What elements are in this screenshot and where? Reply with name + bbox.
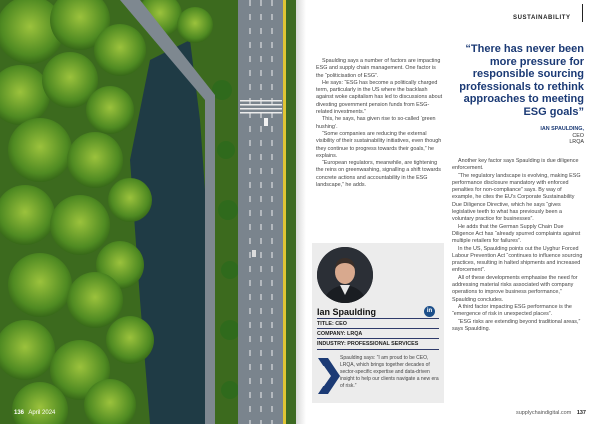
page-footer-right — [516, 410, 586, 416]
paragraph: “ESG risks are extending beyond traditional areas,” says Spaulding. — [452, 318, 581, 332]
article-column-right — [452, 158, 584, 333]
page-number-left: 136 — [14, 410, 25, 416]
footer-site[interactable]: supplychaindigital.com — [515, 410, 572, 416]
paragraph: He adds that the German Supply Chain Due Diligence Act has “already spurred complaints against multiple retailers for failures”. — [452, 223, 581, 245]
page-number-right: 137 — [576, 410, 586, 416]
attribution-name: IAN SPAULDING, — [540, 126, 584, 132]
paragraph: “European regulators, meanwhile, are tightening the reins on greenwashing, signalling a shift towards concrete actions and accountability in the ESG landscape,” he adds. — [316, 160, 441, 189]
profile-industry-row — [317, 338, 439, 350]
chevron-decoration-icon — [316, 356, 342, 396]
section-label: SUSTAINABILITY — [513, 15, 571, 21]
paragraph: “The regulatory landscape is evolving, making ESG performance disclosure mandatory with enforced penalties for non-compliance” says. By way of example, he cites the EU’s Corporate Sustainability Due Diligence Directive, which he says “gives legislative teeth to what has previously been a voluntary practice for businesses”. — [452, 172, 581, 223]
linkedin-icon[interactable]: in — [424, 306, 435, 317]
attribution-company: LRQA — [569, 139, 584, 146]
attribution-title: CEO — [572, 132, 584, 139]
paragraph: “Some companies are reducing the external visibility of their sustainability initiatives, even though they continue to progress towards their goals,” he explains. — [316, 130, 442, 159]
profile-quote: Spaulding says: “I am proud to be CEO, LRQA, which brings together decades of sector-specific expertise and data-driven insight to help our clients navigate a new era of risk.” — [340, 355, 439, 389]
profile-company-label: COMPANY: — [317, 331, 346, 337]
avatar — [317, 247, 373, 303]
profile-industry-label: INDUSTRY: — [317, 341, 346, 347]
paragraph: Another key factor says Spaulding is due diligence enforcement. — [452, 158, 579, 172]
pull-quote-attribution — [500, 126, 584, 146]
section-divider — [582, 4, 583, 22]
profile-industry-value: PROFESSIONAL SERVICES — [347, 341, 419, 347]
pull-quote: “There has never been more pressure for responsible sourcing professionals to rethink approaches to meeting ESG goals” — [459, 43, 584, 118]
profile-title-label: TITLE: — [317, 321, 334, 327]
page-gutter — [296, 0, 306, 424]
paragraph: In the US, Spaulding points out the Uyghur Forced Labour Prevention Act “continues to influence sourcing practices, resulting in halted shipments and increased enforcement”. — [452, 245, 583, 274]
profile-card — [312, 243, 444, 403]
profile-name: Ian Spaulding — [317, 307, 377, 317]
paragraph: All of these developments emphasise the need for addressing material risks associated with company operations to improve business performance,” Spaulding concludes. — [452, 274, 578, 303]
profile-title-row — [317, 318, 439, 327]
paragraph: This, he says, has given rise to so-called ‘green hushing’. — [316, 116, 436, 130]
paragraph: He says: “ESG has become a politically charged term, particularly in the US where the backlash against woke capitalism has led to discussions about divesting government pension funds from ESG-related investments.” — [316, 79, 443, 116]
article-column-middle — [316, 58, 444, 189]
profile-company-value: LRQA — [347, 331, 363, 337]
profile-title-value: CEO — [335, 321, 347, 327]
page-footer-left — [14, 410, 55, 416]
paragraph: Spaulding says a number of factors are impacting ESG and supply chain management. One factor is the “politicisation of ESG”. — [316, 58, 441, 79]
paragraph: A third factor impacting ESG performance is the “emergence of risk in unexpected places”. — [452, 303, 572, 318]
issue-date: April 2024 — [28, 410, 56, 416]
aerial-road-photo — [0, 0, 296, 424]
profile-company-row — [317, 328, 439, 337]
